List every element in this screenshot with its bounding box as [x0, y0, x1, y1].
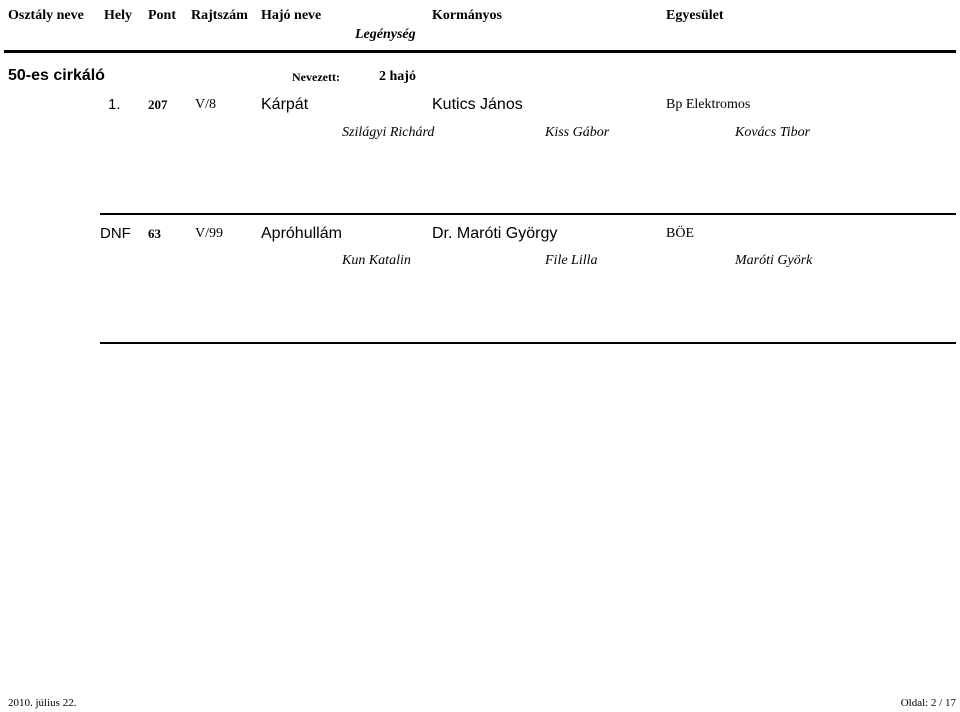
- crew-member: Szilágyi Richárd: [342, 125, 435, 140]
- entry-skipper: Dr. Maróti György: [432, 225, 558, 242]
- entry-points: 63: [148, 226, 161, 241]
- crew-member: Kiss Gábor: [545, 125, 610, 140]
- entered-value: 2 hajó: [379, 69, 416, 84]
- entry-boat-name: Apróhullám: [261, 225, 342, 242]
- entry-points: 207: [148, 97, 168, 112]
- entry-sail-number: V/8: [195, 97, 216, 112]
- header-skipper: Kormányos: [432, 8, 502, 23]
- class-name: 50-es cirkáló: [8, 67, 105, 84]
- row-divider: [100, 213, 956, 215]
- crew-member: Kun Katalin: [342, 253, 411, 268]
- entry-place: 1.: [108, 96, 121, 113]
- entry-club: Bp Elektromos: [666, 97, 751, 112]
- header-club: Egyesület: [666, 8, 724, 23]
- crew-member: Kovács Tibor: [735, 125, 811, 140]
- footer-page-number: Oldal: 2 / 17: [900, 697, 956, 709]
- header-boat-name: Hajó neve: [261, 8, 322, 23]
- row-divider: [100, 342, 956, 344]
- crew-member: File Lilla: [545, 253, 598, 268]
- header-points: Pont: [148, 8, 176, 23]
- footer-date: 2010. július 22.: [8, 697, 77, 709]
- header-class-name: Osztály neve: [8, 8, 84, 23]
- entry-boat-name: Kárpát: [261, 96, 309, 113]
- header-place: Hely: [104, 8, 132, 23]
- crew-member: Maróti Györk: [735, 253, 813, 268]
- entry-club: BÖE: [666, 226, 694, 241]
- entered-label: Nevezett:: [292, 70, 340, 84]
- entry-place: DNF: [100, 225, 131, 242]
- entry-skipper: Kutics János: [432, 96, 523, 113]
- entry-sail-number: V/99: [195, 226, 223, 241]
- header-divider: [4, 50, 956, 53]
- header-crew: Legénység: [355, 27, 416, 42]
- header-sail-number: Rajtszám: [191, 8, 248, 23]
